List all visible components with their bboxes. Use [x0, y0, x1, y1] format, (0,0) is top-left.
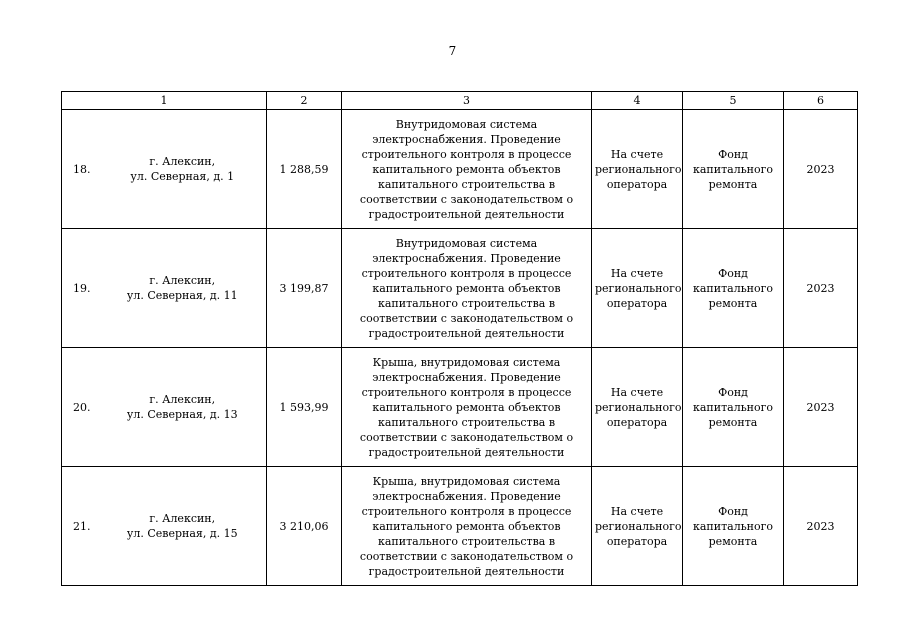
fund-cell: Фонд капитального ремонта	[683, 229, 784, 348]
address-city: г. Алексин,	[149, 512, 216, 525]
year-cell: 2023	[784, 110, 858, 229]
table-row	[62, 348, 858, 467]
year-cell: 2023	[784, 348, 858, 467]
column-header-4: 4	[592, 92, 683, 110]
year-cell: 2023	[784, 229, 858, 348]
address-street: ул. Северная, д. 1	[130, 170, 235, 183]
table-row	[62, 229, 858, 348]
account-cell: На счете регионального оператора	[592, 467, 683, 586]
column-header-5: 5	[683, 92, 784, 110]
table-row	[62, 467, 858, 586]
fund-cell: Фонд капитального ремонта	[683, 467, 784, 586]
account-cell: На счете регионального оператора	[592, 229, 683, 348]
column-header-1: 1	[62, 92, 267, 110]
repair-program-table	[61, 91, 858, 586]
column-header-6: 6	[784, 92, 858, 110]
fund-cell: Фонд капитального ремонта	[683, 348, 784, 467]
address-street: ул. Северная, д. 13	[126, 408, 238, 421]
cost-cell: 3 210,06	[267, 467, 342, 586]
work-description-cell: Внутридомовая система электроснабжения. Проведение строительного контроля в процессе капитального ремонта объектов капитального строительства в соответствии с законодательством о градостроительной деятельности	[342, 229, 592, 348]
cost-cell: 1 593,99	[267, 348, 342, 467]
address-city: г. Алексин,	[149, 155, 216, 168]
table-row	[62, 110, 858, 229]
row-number: 20.	[62, 348, 99, 467]
row-number: 19.	[62, 229, 99, 348]
cost-cell: 1 288,59	[267, 110, 342, 229]
account-cell: На счете регионального оператора	[592, 348, 683, 467]
year-cell: 2023	[784, 467, 858, 586]
work-description-cell: Крыша, внутридомовая система электроснабжения. Проведение строительного контроля в процессе капитального ремонта объектов капитального строительства в соответствии с законодательством о градостроительной деятельности	[342, 348, 592, 467]
table-header-row	[62, 92, 858, 110]
cost-cell: 3 199,87	[267, 229, 342, 348]
address-city: г. Алексин,	[149, 393, 216, 406]
address-cell	[99, 348, 267, 467]
address-cell	[99, 110, 267, 229]
fund-cell: Фонд капитального ремонта	[683, 110, 784, 229]
row-number: 21.	[62, 467, 99, 586]
work-description-cell: Крыша, внутридомовая система электроснабжения. Проведение строительного контроля в процессе капитального ремонта объектов капитального строительства в соответствии с законодательством о градостроительной деятельности	[342, 467, 592, 586]
address-cell	[99, 467, 267, 586]
page-number: 7	[448, 44, 457, 58]
work-description-cell: Внутридомовая система электроснабжения. Проведение строительного контроля в процессе капитального ремонта объектов капитального строительства в соответствии с законодательством о градостроительной деятельности	[342, 110, 592, 229]
address-cell	[99, 229, 267, 348]
column-header-2: 2	[267, 92, 342, 110]
address-city: г. Алексин,	[149, 274, 216, 287]
address-street: ул. Северная, д. 11	[126, 289, 238, 302]
row-number: 18.	[62, 110, 99, 229]
account-cell: На счете регионального оператора	[592, 110, 683, 229]
column-header-3: 3	[342, 92, 592, 110]
address-street: ул. Северная, д. 15	[126, 527, 238, 540]
